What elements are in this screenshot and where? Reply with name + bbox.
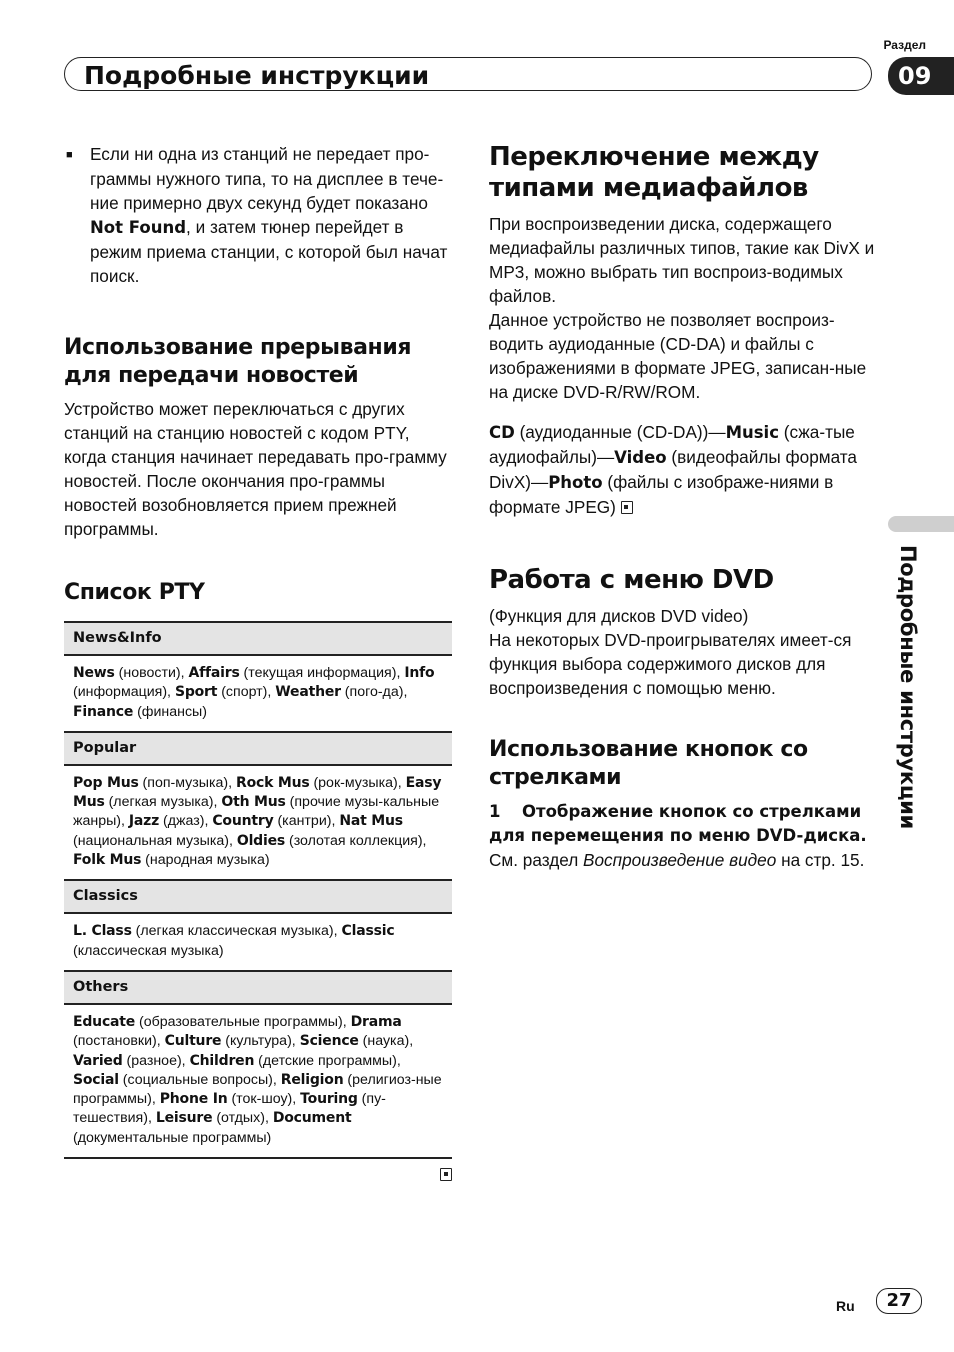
- bullet-text-cont: , и затем тюнер перейдет в режим приема станции, с которой был начат поиск.: [90, 217, 448, 286]
- ref-link-title: Воспроизведение видео: [583, 850, 777, 870]
- section-label: Раздел: [883, 38, 926, 52]
- cd-desc: (аудиоданные (CD-DA))—: [514, 422, 726, 442]
- left-column: [64, 142, 452, 1185]
- pty-item-desc: (финансы): [133, 703, 207, 720]
- pty-group-header: Others: [64, 972, 452, 1005]
- right-column: [489, 142, 881, 872]
- pty-item-desc: (пого-да),: [340, 684, 408, 701]
- pty-item-desc: (поп-музыка),: [138, 774, 236, 791]
- news-heading: Использование прерывания для передачи новостей: [64, 335, 412, 388]
- not-found-label: Not Found: [90, 218, 187, 237]
- pty-item-name: Sport: [174, 684, 218, 701]
- pty-item-desc: (спорт),: [217, 684, 276, 701]
- section-number-badge: 09: [888, 57, 954, 95]
- pty-item-name: L. Class: [73, 923, 132, 940]
- pty-item-name: Affairs: [188, 665, 240, 681]
- pty-group-items: [64, 1005, 452, 1159]
- switch-paragraph-2: Данное устройство не позволяет воспроиз-водить аудиоданные (CD-DA) и файлы с изображениями в формате JPEG, записан-ные на диске DVD-R/RW/ROM.: [489, 310, 867, 402]
- pty-item-name: Oth Mus: [221, 794, 286, 811]
- page-title: Подробные инструкции: [84, 61, 430, 90]
- pty-item-name: News: [73, 665, 115, 681]
- pty-item-desc: (легкая музыка),: [104, 794, 222, 811]
- pty-item-name: Phone In: [159, 1091, 228, 1108]
- pty-group-items: [64, 914, 452, 972]
- pty-item-desc: (информация),: [73, 684, 175, 701]
- switch-heading: Переключение между типами медиафайлов: [489, 142, 819, 203]
- ref-text: См. раздел: [489, 850, 584, 870]
- music-desc: (сжа-тые аудиофайлы)—: [489, 422, 855, 467]
- pty-item-desc: (образовательные программы),: [135, 1013, 351, 1030]
- pty-item-name: Oldies: [236, 832, 286, 849]
- pty-group-items: [64, 766, 452, 881]
- pty-item-name: Drama: [350, 1013, 402, 1030]
- pty-item-name: Jazz: [128, 813, 160, 830]
- bullet-text: Если ни одна из станций не передает про-граммы нужного типа, то на дисплее в тече-ние примерно двух секунд будет показано: [90, 144, 444, 213]
- pty-item-desc: (текущая информация),: [239, 665, 405, 681]
- dvd-menu-heading: Работа с меню DVD: [489, 565, 774, 595]
- photo-label: Photo: [548, 473, 603, 492]
- end-mark-icon: [621, 501, 633, 514]
- pty-item-desc: (прочие музы-кальные жанры),: [73, 794, 440, 830]
- switch-paragraph-1: При воспроизведении диска, содержащего медиафайлы различных типов, такие как DivX и MP3, можно выбрать тип воспроиз-водимых файлов.: [489, 214, 875, 306]
- pty-item-desc: (пу-тешествия),: [73, 1091, 386, 1127]
- pty-item-desc: (национальная музыка),: [73, 832, 237, 849]
- reference-paragraph: [489, 848, 881, 872]
- step-number: 1: [489, 802, 501, 821]
- side-tab-marker: [888, 516, 954, 532]
- media-type-sequence: [489, 420, 881, 519]
- arrows-heading: Использование кнопок со стрелками: [489, 737, 808, 790]
- pty-item-desc: (классическая музыка): [73, 942, 224, 959]
- bullet-paragraph: [64, 142, 452, 288]
- pty-item-desc: (отдых),: [212, 1110, 273, 1127]
- photo-desc: (файлы с изображе-ниями в формате JPEG): [489, 472, 834, 517]
- music-label: Music: [725, 423, 779, 442]
- pty-item-desc: (рок-музыка),: [309, 774, 406, 791]
- side-tab-label: Подробные инструкции: [896, 545, 920, 829]
- pty-item-desc: (наука),: [358, 1033, 414, 1050]
- pty-item-desc: (разное),: [122, 1052, 190, 1069]
- pty-item-name: Educate: [73, 1013, 136, 1030]
- pty-item-name: Easy Mus: [73, 774, 442, 811]
- pty-item-name: Touring: [300, 1091, 358, 1108]
- pty-item-name: Social: [73, 1071, 119, 1088]
- dvd-paragraph-1: (Функция для дисков DVD video): [489, 606, 749, 626]
- cd-label: CD: [489, 423, 515, 442]
- pty-item-desc: (легкая классическая музыка),: [131, 923, 342, 940]
- pty-item-name: Finance: [73, 703, 134, 720]
- pty-table: [64, 621, 452, 1159]
- pty-item-name: Pop Mus: [73, 774, 139, 791]
- pty-group-header: News&Info: [64, 623, 452, 656]
- pty-item-name: Info: [404, 665, 435, 681]
- pty-item-desc: (культура),: [221, 1033, 300, 1050]
- pty-group-header: Classics: [64, 881, 452, 914]
- pty-group-header: Popular: [64, 733, 452, 766]
- pty-item-desc: (народная музыка): [141, 852, 270, 869]
- video-label: Video: [614, 448, 667, 467]
- pty-item-desc: (детские программы),: [254, 1052, 401, 1069]
- pty-item-name: Country: [212, 813, 274, 830]
- pty-item-desc: (золотая коллекция),: [285, 832, 427, 849]
- pty-item-name: Varied: [73, 1052, 123, 1069]
- step-text: Отображение кнопок со стрелками для перемещения по меню DVD-диска.: [489, 802, 867, 845]
- pty-item-name: Rock Mus: [235, 774, 310, 791]
- pty-item-name: Document: [272, 1110, 352, 1127]
- pty-item-name: Leisure: [155, 1110, 213, 1127]
- pty-item-desc: (новости),: [114, 665, 189, 681]
- pty-heading: Список PTY: [64, 580, 205, 605]
- pty-item-name: Classic: [341, 923, 395, 940]
- pty-item-desc: (постановки),: [73, 1033, 165, 1050]
- step-1: [489, 800, 881, 848]
- page-number: 27: [876, 1288, 922, 1314]
- news-paragraph: Устройство может переключаться с других станций на станцию новостей с кодом PTY, когда станция начинает передавать про-грамму новостей. После окончания про-граммы новостей возобновляется прием прежней программы.: [64, 399, 447, 539]
- video-desc: (видеофайлы формата DivX)—: [489, 447, 857, 492]
- pty-item-name: Folk Mus: [73, 852, 142, 869]
- pty-item-name: Weather: [275, 684, 341, 701]
- pty-item-name: Science: [299, 1033, 359, 1050]
- pty-item-desc: (кантри),: [273, 813, 340, 830]
- pty-item-name: Religion: [280, 1071, 344, 1088]
- pty-group-items: [64, 656, 452, 733]
- pty-item-desc: (религиоз-ные программы),: [73, 1071, 442, 1108]
- pty-item-desc: (документальные программы): [73, 1129, 272, 1146]
- language-code: Ru: [836, 1298, 855, 1314]
- ref-text-cont: на стр. 15.: [776, 850, 865, 870]
- pty-item-name: Nat Mus: [339, 813, 403, 830]
- pty-item-name: Culture: [164, 1033, 222, 1050]
- dvd-paragraph-2: На некоторых DVD-проигрывателях имеет-ся функция выбора содержимого дисков для воспроизведения с помощью меню.: [489, 630, 852, 698]
- square-bullet-icon: ■: [66, 149, 73, 161]
- pty-item-name: Children: [189, 1052, 255, 1069]
- pty-item-desc: (джаз),: [159, 813, 213, 830]
- end-mark-icon: [440, 1168, 452, 1181]
- pty-item-desc: (ток-шоу),: [227, 1091, 301, 1108]
- pty-item-desc: (социальные вопросы),: [118, 1071, 281, 1088]
